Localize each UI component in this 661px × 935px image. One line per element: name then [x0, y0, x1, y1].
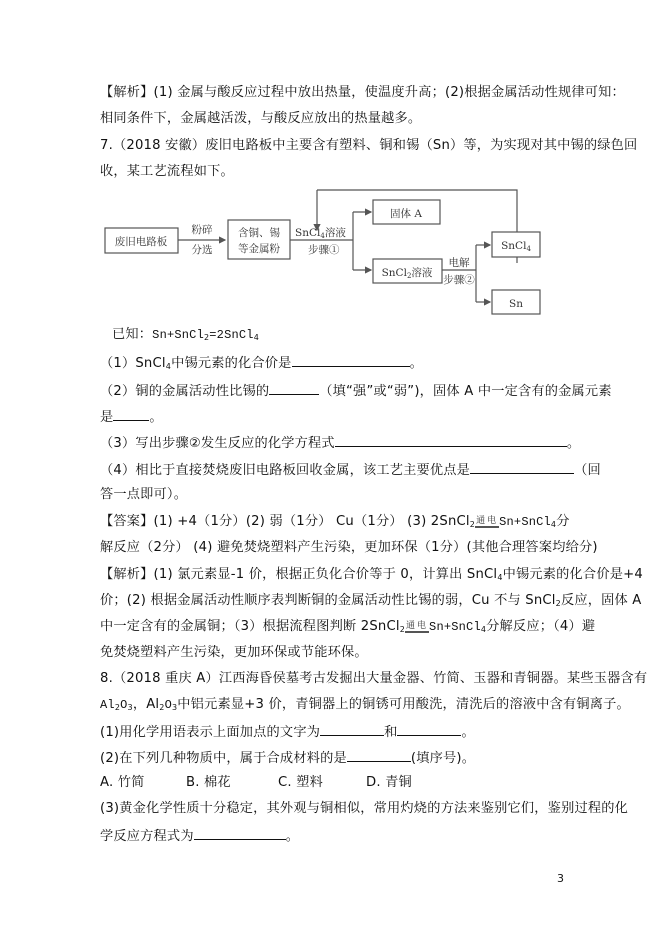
- q7-sub2-prefix: （2）铜的金属活动性比锡的: [100, 384, 270, 399]
- box-metal-powder-line2: 等金属粉: [238, 243, 280, 255]
- arrow-crush-top: 粉碎: [191, 224, 213, 236]
- box-sncl4-label: SnCl4: [501, 240, 531, 253]
- box-solid-a-label: 固体 A: [390, 208, 422, 220]
- q7-sub3: [100, 434, 580, 452]
- q7-sub4-text: （4）相比于直接焚烧废旧电路板回收金属，该工艺主要优点是: [100, 463, 471, 478]
- process-flow-diagram: [95, 185, 565, 320]
- q7-sub2-end: 。: [149, 410, 163, 425]
- analysis-text: 价；(2) 根据金属活动性顺序表判断铜的金属活动性比锡的弱，Cu 不与 SnCl: [100, 593, 556, 608]
- q7-sub4-end: （回: [574, 463, 601, 478]
- q7-sub1-sub: 4: [165, 362, 172, 371]
- answer-blank[interactable]: [335, 434, 567, 447]
- formula-sub: 2: [159, 703, 165, 712]
- page-number: 3: [557, 872, 564, 885]
- formula-part: Al: [100, 698, 115, 712]
- option-c: C. 塑料: [278, 775, 323, 790]
- analysis-text: 反应，固体 A: [560, 593, 642, 608]
- q8-sub1: [100, 723, 475, 741]
- q8-sub1-mid: 和: [384, 725, 398, 740]
- q7-sub1-end: 。: [409, 356, 423, 371]
- known-eq-b-sub: 4: [253, 333, 259, 342]
- answer-blank[interactable]: [320, 723, 384, 736]
- q7-sub4-line1: [100, 461, 601, 479]
- q8-stem-text: 中铝元素显+3 价，青铜器上的铜锈可用酸洗，清洗后的溶液中含有铜离子。: [177, 697, 630, 712]
- analysis-sub: 4: [480, 625, 487, 634]
- q8-sub3-end: 。: [285, 829, 300, 844]
- answer-b-sub: 4: [550, 520, 557, 529]
- analysis-sub: 4: [497, 573, 503, 582]
- q7-sub3-end: 。: [566, 436, 581, 451]
- q7-stem-line1: 7.（2018 安徽）废旧电路板中主要含有塑料、铜和锡（Sn）等，为实现对其中锡的绿色回: [100, 138, 638, 153]
- analysis-text: 【解析】(1) 氯元素显-1 价，根据正负化合价等于 0，计算出 SnCl: [100, 567, 498, 582]
- known-eq-b: =2SnCl: [209, 328, 254, 342]
- q7-analysis-line1: [100, 567, 643, 583]
- answer-blank[interactable]: [292, 354, 410, 367]
- q8-sub1-end: 。: [461, 725, 475, 740]
- formula-sub: 3: [172, 703, 178, 712]
- electrolysis-condition: 通电: [476, 516, 499, 526]
- known-eq-a: Sn+SnCl: [152, 328, 204, 342]
- q8-sub1-text: (1)用化学用语表示上面加点的文字为: [100, 725, 321, 740]
- q8-sub3-line2: [100, 827, 299, 845]
- q8-sub2-end: (填序号)。: [410, 751, 476, 766]
- analysis-text: Sn+SnCl: [429, 620, 481, 634]
- analysis-prev-line1: 【解析】(1) 金属与酸反应过程中放出热量，使温度升高；(2)根据金属活动性规律可知：: [100, 85, 625, 100]
- q8-sub3-line1: (3)黄金化学性质十分稳定，其外观与铜相似，常用灼烧的方法来鉴别它们，鉴别过程的化: [100, 801, 629, 816]
- step1-reagent: SnCl4溶液: [295, 227, 346, 240]
- q7-sub1-text: 中锡元素的化合价是: [171, 356, 292, 371]
- q8-sub3-text: 学反应方程式为: [100, 829, 194, 844]
- q7-sub1-prefix: （1）SnCl: [100, 356, 166, 371]
- q7-sub1: [100, 354, 423, 372]
- answer-blank[interactable]: [347, 749, 411, 762]
- formula-part: O: [164, 698, 172, 712]
- analysis-prev-line2: 相同条件下，金属越活泼，与酸反应放出的热量越多。: [100, 111, 422, 126]
- formula-sub: 3: [127, 703, 133, 712]
- q7-sub3-text: （3）写出步骤②发生反应的化学方程式: [100, 436, 335, 451]
- answer-text-b: Sn+SnCl: [499, 515, 551, 529]
- analysis-sub: 2: [399, 625, 406, 634]
- option-b: B. 棉花: [186, 775, 231, 790]
- formula-part: ，Al: [132, 697, 160, 712]
- analysis-text: 中锡元素的化合价是+4: [502, 567, 643, 582]
- q7-analysis-line4: 免焚烧塑料产生污染，更加环保或节能环保。: [100, 645, 368, 660]
- step2-label: 步骤②: [443, 274, 475, 286]
- q8-stem-line1: 8.（2018 重庆 A）江西海昏侯墓考古发掘出大量金器、竹简、玉器和青铜器。某些玉器含有: [100, 671, 648, 686]
- q7-analysis-line3: [100, 619, 595, 635]
- step2-top: 电解: [448, 257, 470, 269]
- box-metal-powder-line1: 含铜、锡: [238, 227, 280, 239]
- q8-sub2: [100, 749, 475, 767]
- electrolysis-condition: 通电: [406, 621, 429, 631]
- q8-sub2-text: (2)在下列几种物质中，属于合成材料的是: [100, 751, 347, 766]
- q7-stem-line2: 收，某工艺流程如下。: [100, 164, 234, 179]
- arrow-crush-bottom: 分选: [191, 244, 213, 256]
- known-prefix: 已知：: [112, 327, 153, 342]
- q7-sub2-line2: [100, 408, 163, 426]
- known-eq-a-sub: 2: [203, 333, 210, 342]
- answer-blank[interactable]: [470, 461, 574, 474]
- formula-sub: 2: [114, 703, 121, 712]
- q7-answer-line2: 解反应（2分） (4) 避免焚烧塑料产生污染，更加环保（1分）(其他合理答案均给分): [100, 540, 598, 555]
- answer-blank[interactable]: [113, 408, 149, 421]
- q8-stem-line2: [100, 697, 630, 713]
- q7-sub2-mid: （填“强”或“弱”)，固体 A 中一定含有的金属元素: [319, 384, 612, 399]
- formula-part: O: [120, 698, 128, 712]
- answer-blank[interactable]: [269, 382, 319, 395]
- box-sncl2-label: SnCl2溶液: [381, 267, 433, 280]
- known-equation: [112, 327, 259, 343]
- step1-label: 步骤①: [308, 244, 340, 256]
- answer-text-a: 【答案】(1) +4（1分）(2) 弱（1分） Cu（1分） (3) 2SnCl: [100, 514, 470, 529]
- q8-options: [100, 775, 412, 791]
- answer-sub: 2: [469, 520, 476, 529]
- q7-sub2-line2-text: 是: [100, 410, 114, 425]
- option-a: A. 竹简: [100, 775, 145, 790]
- q7-analysis-line2: [100, 593, 642, 609]
- q7-sub2-line1: [100, 382, 612, 400]
- analysis-sub: 2: [555, 599, 561, 608]
- box-sn-label: Sn: [509, 298, 523, 310]
- analysis-text: 分解反应；（4）避: [486, 619, 596, 634]
- box-waste-board-label: 废旧电路板: [114, 236, 168, 248]
- analysis-text: 中一定含有的金属铜；（3）根据流程图判断 2SnCl: [100, 619, 400, 634]
- option-d: D. 青铜: [366, 775, 412, 790]
- answer-blank[interactable]: [194, 827, 286, 840]
- answer-text-c: 分: [556, 514, 570, 529]
- q7-answer-line1: [100, 514, 570, 530]
- answer-blank[interactable]: [397, 723, 461, 736]
- q7-sub4-line2: 答一点即可）。: [100, 487, 188, 502]
